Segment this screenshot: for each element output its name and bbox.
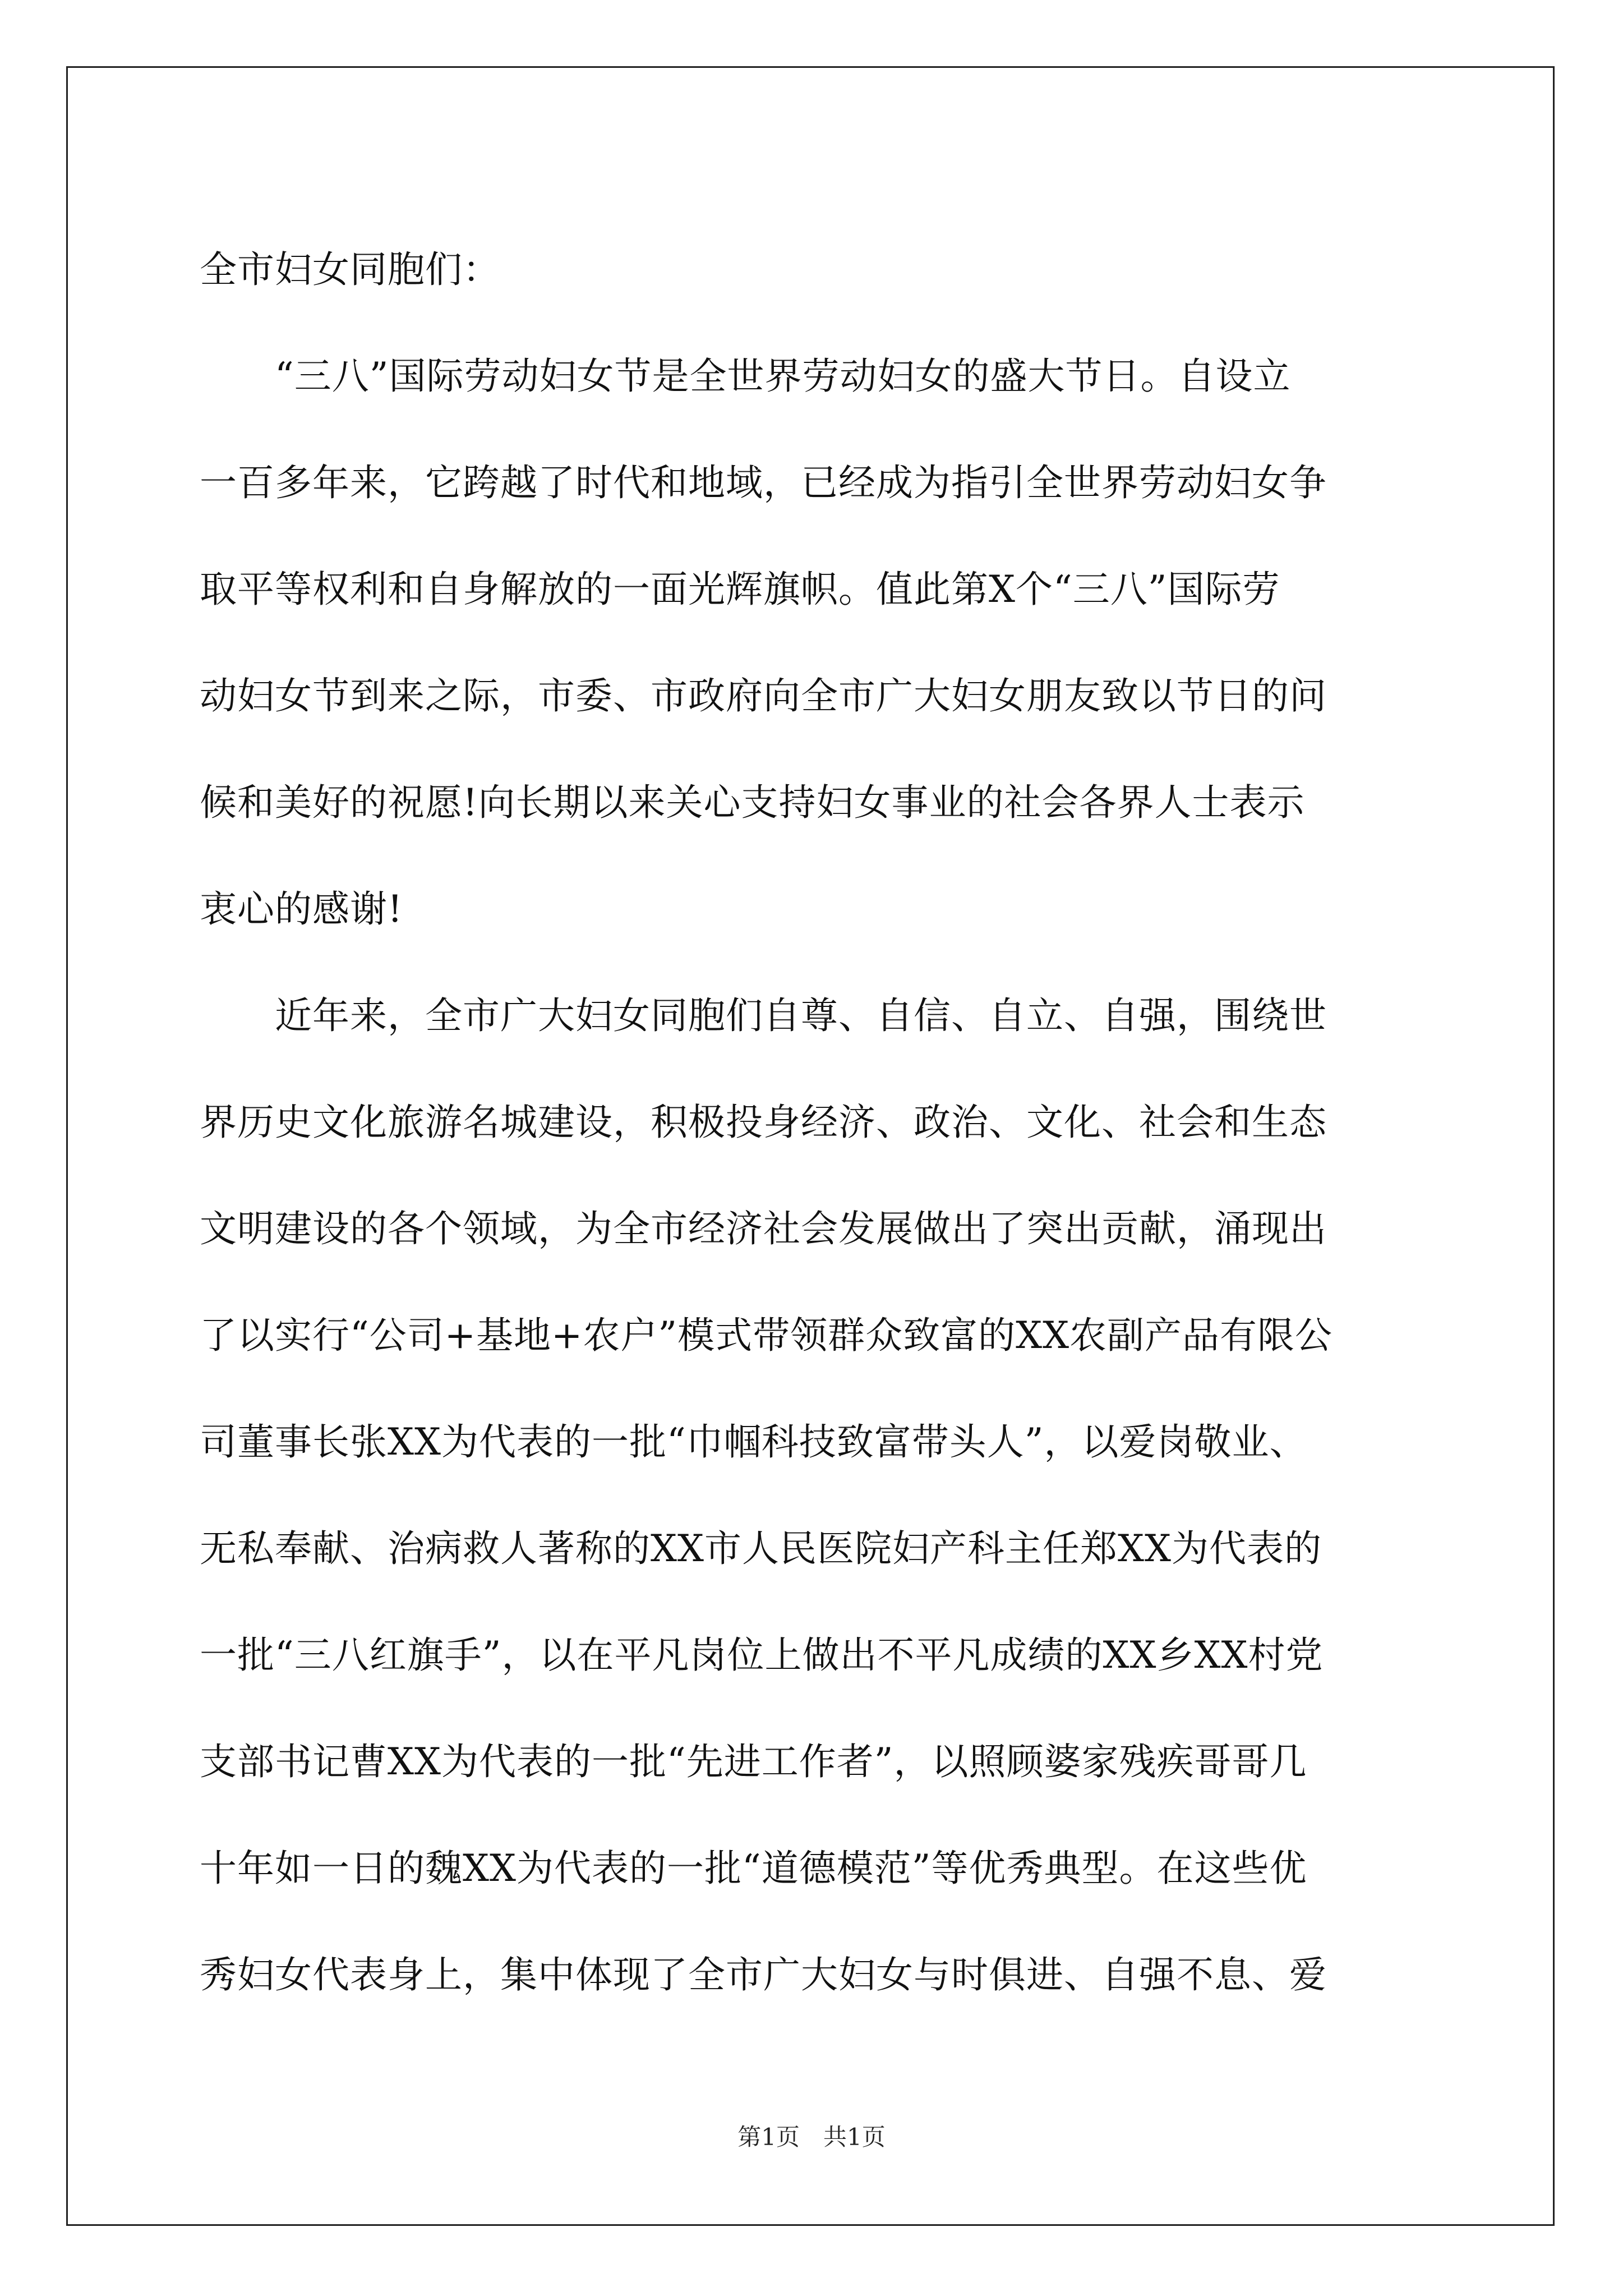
salutation: 全市妇女同胞们： <box>200 248 500 291</box>
text-line: 无私奉献、治病救人著称的XX市人民医院妇产科主任郑XX为代表的 <box>200 1527 1322 1570</box>
document-body <box>200 217 1433 2028</box>
page-footer: 第1页 共1页 <box>737 2123 886 2151</box>
text-line: “三八”国际劳动妇女节是全世界劳动妇女的盛大节日。自设立 <box>200 355 1291 398</box>
text-line: 界历史文化旅游名城建设，积极投身经济、政治、文化、社会和生态 <box>200 1101 1327 1144</box>
text-line: 十年如一日的魏XX为代表的一批“道德模范”等优秀典型。在这些优 <box>200 1847 1307 1890</box>
text-line: 取平等权利和自身解放的一面光辉旗帜。值此第X个“三八”国际劳 <box>200 568 1280 611</box>
text-line: 司董事长张XX为代表的一批“巾帼科技致富带头人”，以爱岗敬业、 <box>200 1420 1307 1464</box>
text-line: 候和美好的祝愿!向长期以来关心支持妇女事业的社会各界人士表示 <box>200 781 1305 824</box>
text-line: 动妇女节到来之际，市委、市政府向全市广大妇女朋友致以节日的问 <box>200 674 1327 717</box>
text-line: 文明建设的各个领域，为全市经济社会发展做出了突出贡献，涌现出 <box>200 1207 1327 1250</box>
text-line: 衷心的感谢! <box>200 887 403 931</box>
text-line: 支部书记曹XX为代表的一批“先进工作者”，以照顾婆家残疾哥哥几 <box>200 1740 1307 1783</box>
text-line: 一批“三八红旗手”，以在平凡岗位上做出不平凡成绩的XX乡XX村党 <box>200 1634 1324 1677</box>
text-line: 近年来，全市广大妇女同胞们自尊、自信、自立、自强，围绕世 <box>200 994 1327 1037</box>
text-line: 了以实行“公司+基地+农户”模式带领群众致富的XX农副产品有限公 <box>200 1314 1333 1357</box>
text-line: 一百多年来，它跨越了时代和地域，已经成为指引全世界劳动妇女争 <box>200 461 1327 504</box>
text-line: 秀妇女代表身上，集中体现了全市广大妇女与时俱进、自强不息、爱 <box>200 1953 1327 1996</box>
